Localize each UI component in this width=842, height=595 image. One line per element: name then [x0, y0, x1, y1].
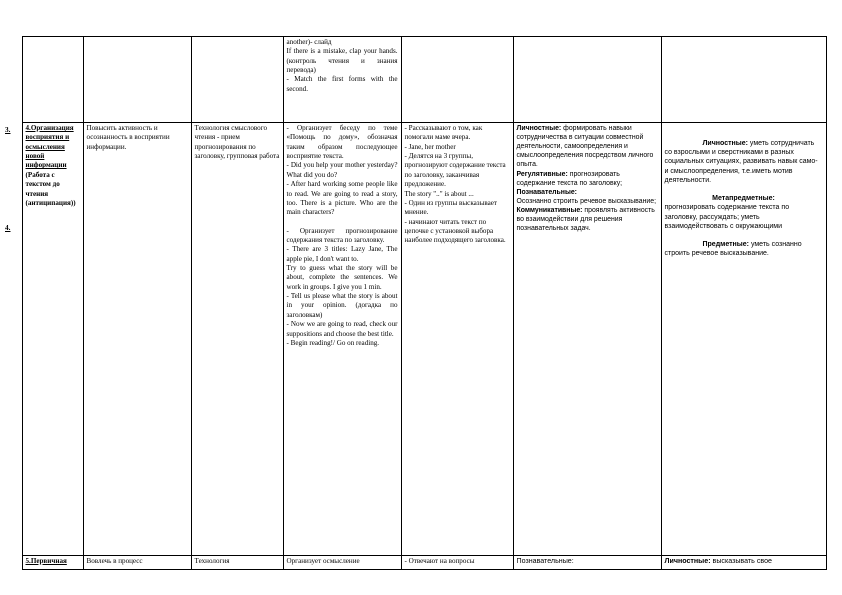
student-activity-cell: [401, 37, 513, 123]
teacher-line: - Now we are going to read, check our suppositions and choose the best title.: [286, 320, 398, 338]
teacher-line: Организует осмысление: [286, 557, 360, 565]
stage-cell: [22, 123, 83, 556]
row-number: 3.: [5, 124, 11, 134]
goal-cell: [83, 556, 191, 570]
stage-subtitle: (Работа с текстом до чтения (антиципация)): [25, 170, 76, 207]
student-line: - Один из группы высказывает мнение.: [404, 198, 498, 217]
uud-cell: [513, 123, 661, 556]
results-cell: [661, 123, 826, 556]
teacher-line: - After hard working some people like to read. We are going to read a story, too. There is a picture. Who are the main characters?: [286, 180, 398, 217]
student-line: - Делятся на 3 группы, прогнозируют содержание текста по заголовку, заканчивая предложение.: [404, 152, 506, 189]
uud-communicative-label: Коммуникативные:: [516, 206, 583, 214]
student-line: - Jane, her mother: [404, 142, 456, 151]
teacher-line: - Did you help your mother yesterday? What did you do?: [286, 161, 398, 179]
teacher-line: another)- слайд: [286, 38, 332, 46]
uud-personal: [517, 124, 658, 170]
stage-cell: [22, 37, 83, 123]
row-number: 4.: [5, 222, 11, 232]
uud-regulative-text: прогнозировать содержание текста по заголовку;: [516, 170, 623, 187]
goal-cell: [83, 37, 191, 123]
uud-personal-text: формировать навыки сотрудничества в ситуации совместной деятельности, самоопределения и смыслоопределения посредством личного опыта.: [516, 125, 654, 169]
stage-title: 4.Организация восприятия и осмысления новой информации: [25, 124, 74, 170]
goal-cell: [83, 123, 191, 556]
student-line: - Отвечают на вопросы: [404, 557, 475, 565]
methods-text: Технология смыслового чтения - прием прогнозирования по заголовку, групповая работа: [194, 124, 280, 161]
stage-title: 5.Первичная: [25, 557, 67, 565]
results-meta-label: Метапредметные:: [712, 195, 775, 203]
results-cell: [661, 37, 826, 123]
goal-text: Вовлечь в процесс: [86, 557, 143, 565]
student-line: - начинают читать текст по цепочке с установкой выбора наиболее подходящего заголовка.: [404, 217, 506, 245]
teacher-line: If there is a mistake, clap your hands. (контроль чтения и знания перевода): [286, 47, 398, 75]
uud-cognitive-label: Познавательные:: [516, 188, 577, 196]
methods-text: Технология: [194, 557, 230, 565]
student-activity-cell: [401, 123, 513, 556]
uud-personal-label: Личностные:: [516, 125, 562, 132]
teacher-activity-cell: [283, 37, 401, 123]
methods-cell: [191, 37, 283, 123]
number-cell: [5, 123, 22, 556]
teacher-line: - Tell us please what the story is about in your opinion. (догадка по заголовкам): [286, 292, 398, 319]
results-personal-text: высказывать свое: [712, 557, 772, 565]
results-subject: [665, 240, 823, 258]
teacher-line: - Организует прогнозирование содержания текста по заголовку.: [286, 226, 398, 244]
results-personal: [665, 139, 823, 185]
methods-cell: [191, 556, 283, 570]
results-personal-text: уметь сотрудничать со взрослыми и сверстниками в разных социальных ситуациях, развивать навык само- и смыслоопределения, т.е.иметь мотив деятельности.: [664, 140, 818, 184]
uud-regulative: [517, 170, 658, 188]
teacher-line: - Match the first forms with the second.: [286, 75, 398, 93]
teacher-activity-cell: [283, 556, 401, 570]
table-row-top: [18, 37, 826, 123]
student-line: - Рассказывают о том, как помогали маме вчера.: [404, 124, 483, 142]
teacher-line: - Begin reading!/ Go on reading.: [286, 338, 380, 347]
uud-communicative: [517, 206, 658, 233]
results-cell: [661, 556, 826, 570]
student-line: The story ".." is about ...: [404, 189, 474, 198]
teacher-line: - There are 3 titles: Lazy Jane, The apple pie, I don't want to.: [286, 245, 398, 263]
goal-text: Повысить активность и осознанность в восприятии информации.: [86, 124, 170, 151]
table-row-main: [18, 123, 826, 556]
lesson-plan-table: [5, 36, 827, 570]
uud-cell: [513, 37, 661, 123]
student-activity-cell: [401, 556, 513, 570]
uud-cognitive-text: Осознанно строить речевое высказывание;: [516, 197, 656, 205]
teacher-line: - Организует беседу по теме «Помощь по дому», обозначая таким образом последующее восприятие текста.: [286, 124, 398, 161]
results-personal-label: Личностные:: [664, 557, 711, 565]
uud-cognitive-label: Познавательные:: [516, 557, 574, 565]
results-personal-label: Личностные:: [702, 140, 748, 147]
uud-communicative-text: проявлять активность во взаимодействии для решения познавательных задач.: [516, 206, 655, 233]
teacher-line: Try to guess what the story will be about, complete the sentences. We work in groups. I give you 1 min.: [286, 264, 398, 291]
results-subject-label: Предметные:: [702, 241, 749, 249]
uud-regulative-label: Регулятивные:: [516, 170, 568, 178]
stage-cell: [22, 556, 83, 570]
methods-cell: [191, 123, 283, 556]
results-subject-text: уметь сознанно строить речевое высказывание.: [664, 241, 802, 258]
table-row-bottom: [18, 556, 826, 570]
uud-cell: [513, 556, 661, 570]
results-meta-text: прогнозировать содержание текста по заголовку, рассуждать; уметь взаимодействовать с окружающими: [664, 204, 790, 230]
teacher-activity-cell: [283, 123, 401, 556]
